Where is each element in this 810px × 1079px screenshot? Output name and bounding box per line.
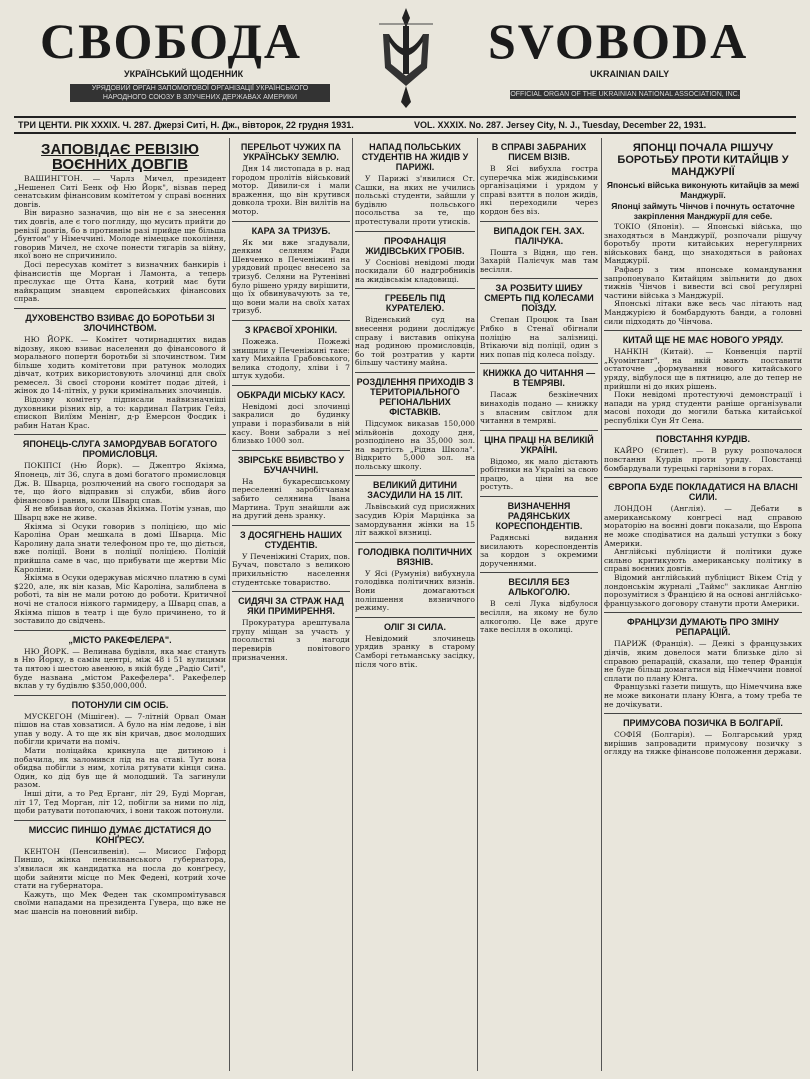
subtitle-latin: UKRAINIAN DAILY bbox=[590, 69, 670, 79]
headline: ОЛІГ ЗІ СИЛА. bbox=[383, 621, 447, 632]
divider bbox=[232, 320, 350, 321]
column-1 bbox=[14, 138, 226, 1071]
headline: КИТАЙ ЩЕ НЕ МАЄ НОВОГО УРЯДУ. bbox=[622, 335, 784, 346]
headline: ВЕЛИКИЙ ДИТИНИ ЗАСУДИЛИ НА 15 ЛІТ. bbox=[367, 480, 463, 501]
divider bbox=[480, 363, 598, 364]
headline: ЗАПОВІДАЄ РЕВІЗІЮ ВОЄННИХ ДОВГІВ bbox=[41, 141, 199, 173]
headline: ЄВРОПА БУДЕ ПОКЛАДАТИСЯ НА ВЛАСНІ СИЛИ. bbox=[608, 482, 798, 503]
divider bbox=[355, 231, 475, 232]
article-paragraph: Французькі газети пишуть, що Німеччина вже не може виконати плану Юнга, а тому треба те не дочікувати. bbox=[604, 682, 802, 709]
subtitle-cyrillic: УКРАЇНСЬКИЙ ЩОДЕННИК bbox=[124, 69, 244, 79]
org-line-cyrillic: УРЯДОВИЙ ОРГАН ЗАПОМОГОВОЇ ОРГАНІЗАЦІЇ УКРАЇНСЬКОГО НАРОДНОГО СОЮЗУ В ЗЛУЧЕНИХ ДЕРЖАВАХ АМЕРИКИ bbox=[70, 84, 330, 102]
headline: ВИЗНАЧЕННЯ РАДЯНСЬКИХ КОРЕСПОНДЕНТІВ. bbox=[495, 501, 583, 532]
divider bbox=[232, 591, 350, 592]
article-paragraph: Невідомі досі злочинці закралися до будинку управи і поразбивали в ній касу. Вони забрали з неї близько 1000 зол. bbox=[232, 401, 350, 446]
divider bbox=[604, 713, 802, 714]
headline: ЯПОНЦІ ПОЧАЛА РІШУЧУ БОРОТЬБУ ПРОТИ КИТАЙЦІВ У МАНДЖУРІЇ bbox=[617, 142, 789, 178]
headline: ПОВСТАННЯ КУРДІВ. bbox=[656, 434, 750, 445]
article-paragraph: МУСКЕГОН (Мішіген). — 7-літній Орвал Оман пішов на став ховзатися. А було на нім ледове, і він упав у воду. А то ще як він кричав, двоє молодших побігли кричати на поміч. bbox=[14, 711, 226, 747]
title-latin: SVOBODA bbox=[488, 13, 749, 69]
divider bbox=[14, 630, 226, 631]
article-paragraph: ЛОНДОН (Англія). — Дебати в американському конгресі над справою мораторію на воєнні довги показали, що Европа не може сподіватися на дальші уступки з боку Америки. bbox=[604, 504, 802, 548]
article-paragraph: Віденський суд на внесення родини досліджує справу і виставив опікуна над родиною промисловців, бо той розтратив у карти більшу частину майна. bbox=[355, 315, 475, 368]
article-paragraph: Як ми вже згадували, деяким селяням Ради Шевченко в Печеніжині на урядовий процес внесено за тризуб. Селяни на Рутенівні було рішено уряду вирішити, що їх обвинувачують за те, що вони мали на своїх хатах тризуб. bbox=[232, 237, 350, 316]
divider bbox=[355, 617, 475, 618]
article-paragraph: Якіяма зі Осуки говорив з поліцією, що міс Кароліна Оран мешкала в домі Шварца. Міс Каролину дала знати телефоном про те, що діється, вже поліції. Вони в поліції поліцією. Поліцій прийшла саме в час, що прибувати ще жертви Міс Кароліни. bbox=[14, 521, 226, 574]
article-paragraph: Невідомий злочинець урядив зранку в старому Самборі гетьманську засідку, після чого втік. bbox=[355, 633, 475, 669]
column-5 bbox=[604, 138, 802, 1071]
headline: ПРОФАНАЦІЯ ЖИДІВСЬКИХ ГРОБІВ. bbox=[365, 235, 465, 256]
divider bbox=[14, 820, 226, 821]
article-paragraph: Рафаєр з тим японське командування запропонувало Китайцям звільнити до двох тижнів Чінчов і вивести всі свої регулярні частини війська з Манджурії. bbox=[604, 264, 802, 300]
article-paragraph: У Ясі (Румунія) вибухнула голодівка політичних вязнів. Вони домагаються поліпшення вязничного режиму. bbox=[355, 568, 475, 613]
column-divider bbox=[352, 138, 353, 1071]
divider bbox=[14, 308, 226, 309]
divider bbox=[232, 385, 350, 386]
article-paragraph: КЕНТОН (Пенсилвенія). — Мисисс Гифорд Пиншо, жінка пенсилванського губернатора, з'явилася як кандидатка на посла до конґресу, щоби зайняти місце по Мек Федені, котрий хоче стати на губернатора. bbox=[14, 846, 226, 891]
divider bbox=[232, 221, 350, 222]
divider bbox=[232, 525, 350, 526]
column-divider bbox=[229, 138, 230, 1071]
org-line-latin: OFFICIAL ORGAN OF THE UKRAINIAN NATIONAL ASSOCIATION, INC. bbox=[510, 91, 740, 98]
article-paragraph: Дня 14 листопада в р. над городом пролітів військовий мотор. Дивили-ся і мали враження, що він крутився довкола трохи. Він вилітів на мотор. bbox=[232, 164, 350, 216]
article-paragraph: ВАШИНГТОН. — Чарлз Мичел, президент „Нешенел Ситі Бенк оф Ню Йорк", візвав перед сенатським фінансовим комітетом у справі воєнних довгів. bbox=[14, 174, 226, 209]
article-paragraph: В селі Лука відбулося весілля, на якому не було алкоголю. Це вже друге таке весілля в околиці. bbox=[480, 599, 598, 635]
divider bbox=[604, 330, 802, 331]
article-paragraph: Пожежа. Пожежі знищили у Печеніжині таке: хату Михайла Грабовського, велика стодолу, хліви і 7 штук худоби. bbox=[232, 336, 350, 381]
article-paragraph: Степан Процюк та Іван Рябко в Стенаї обігнали поліцію на залізниці. Втікаючи від поліції, один з них попав під колеса поїзду. bbox=[480, 315, 598, 359]
article-paragraph: Він виразно зазначив, що він не є за знесення тих довгів, але є того погляду, що мусить прийти до ревізії довгів, бо в противнім разі прийде ще більша „бунтом" у Німеччині. Молоде німецьке покоління, говорив Мичел, не схоче понести тягарів за війну, якої воно не спричинило. bbox=[14, 208, 226, 261]
column-2 bbox=[232, 138, 350, 1071]
article-paragraph: НЮ ЙОРК. — Велинава будівля, яка має стануть в Ню Йорку, в самім центрі, між 48 і 51 вулицями та пятою і шестою авенюю, в якій буде „Радіо Ситі", буде названа „містом Ракефелера". Ракефелер вклав у ту будівлю $350,000,000. bbox=[14, 646, 226, 691]
article-paragraph: Радянські видання висилають кореспондентів за кордон з окремими дорученнями. bbox=[480, 533, 598, 568]
headline: ПОТОНУЛИ СІМ ОСІБ. bbox=[71, 699, 169, 710]
headline: ВЕСІЛЛЯ БЕЗ АЛЬКОГОЛЮ. bbox=[508, 577, 570, 598]
article-paragraph: НАНКІН (Китай). — Конвенція партії „Куомінтанг", на якій мають поставити остаточне „формування нового китайського уряду, відбулося ще в пятницю, але до тепер не прийшли ні до яких рішень. bbox=[604, 347, 802, 391]
divider bbox=[232, 450, 350, 451]
article-paragraph: У Парижі з'явилися Ст. Сашки, на яких не учились польські студенти, зайшли у будівлю польського посольства за те, що протестували проти утисків. bbox=[355, 174, 475, 226]
article-paragraph: У Сосніові невідомі люди поскидали 60 надгробників на жидівськім кладовищі. bbox=[355, 257, 475, 284]
headline: ЦІНА ПРАЦІ НА ВЕЛИКІЙ УКРАЇНІ. bbox=[484, 434, 594, 455]
dateline-right: VOL. XXXIX. No. 287. Jersey City, N. J., Tuesday, December 22, 1931. bbox=[414, 120, 707, 130]
divider bbox=[355, 372, 475, 373]
headline: ГОЛОДІВКА ПОЛІТИЧНИХ ВЯЗНІВ. bbox=[357, 546, 473, 567]
divider bbox=[355, 288, 475, 289]
divider bbox=[480, 278, 598, 279]
article-paragraph: Якіяма в Осуки одержував місячно платню в сумі $220, але, як він казав, Міс Кароліна, залиблена в роботі, та він не мали ротою до роботи. Критичної ночі не сталося ніякого гармидеру, а Шварц спав, а Якіяма пішов в театр і ще було причинено, то й зоставило до свідчень. bbox=[14, 573, 226, 626]
article-paragraph: КАЙРО (Єгипет). — В руку розпочалося повстання Курдів проти уряду. Повстанці бомбардували турецькі гарнізони в горах. bbox=[604, 446, 802, 473]
subheadline: Японці займуть Чінчов і почнуть остаточне закріплення Манджурії для себе. bbox=[611, 201, 795, 221]
headline: ПЕРЕЛЬОТ ЧУЖИХ ПА УКРАЇНСЬКУ ЗЕМЛЮ. bbox=[240, 142, 342, 162]
article-paragraph: СОФІЯ (Болгарія). — Болгарський уряд вирішив запровадити примусову позичку з огляду на тяжке фінансове положення держави. bbox=[604, 730, 802, 757]
article-paragraph: Відомий англійський публіцист Вікем Стід у лондонськім журналі „Таймс" закликає Англію порозумітися з Францією й на основі англійсько-французького договору станути проти Америки. bbox=[604, 573, 802, 608]
headline: РОЗДІЛЕННЯ ПРИХОДІВ З ТЕРИТОРІАЛЬНОГО РЕГІОНАЛЬНИХ ФІСТАВКІВ. bbox=[356, 376, 474, 417]
article-paragraph: Підсумок виказав 150,000 мільйонів доходу дня, розподілено на 35,000 зол. на вартість „Рідна Школа". Відкрито 5,000 зол. на польську школу. bbox=[355, 418, 475, 471]
article-paragraph: ТОКІО (Японія). — Японські війська, що знаходяться в Манджурії, розпочали рішучу боротьбу проти китайських нерегулярних військових банд, що знаходяться в районах Манджурії. bbox=[604, 222, 802, 266]
headline: ЯПОНЕЦЬ-СЛУГА ЗАМОРДУВАВ БОГАТОГО ПРОМИСЛОВЦЯ. bbox=[22, 439, 218, 460]
divider bbox=[604, 429, 802, 430]
headline: З ДОСЯГНЕНЬ НАШИХ СТУДЕНТІВ. bbox=[239, 529, 343, 550]
headline: „МІСТО РАКЕФЕЛЕРА". bbox=[68, 634, 172, 645]
article-paragraph: Прокуратура арештувала групу міщан за участь у посольстві з нагоди перевирів повітового призначення. bbox=[232, 618, 350, 662]
article-paragraph: Інші діти, а то Ред Ерганг, літ 29, Буді Морган, літ 17, Тед Морган, літ 12, побігли за ними по лід, щоби ратувати потопаючих, і вони також потонули. bbox=[14, 789, 226, 816]
divider bbox=[604, 612, 802, 613]
headline: КНИЖКА ДО ЧИТАННЯ — В ТЕМРЯВІ. bbox=[482, 368, 596, 389]
article-paragraph: ПАРИЖ (Франція). — Деякі з французьких діячів, яким довелося мати близьке діло зі справою репарацій, сказали, що тепер Франція не буде більш домагатися від Німеччини повної сплати по плану Юнга. bbox=[604, 639, 802, 683]
column-divider bbox=[477, 138, 478, 1071]
column-4 bbox=[480, 138, 598, 1071]
headline: СИДЯЧІ ЗА СТРАЖ НАД ЯКИ ПРИМИРЕННЯ. bbox=[238, 596, 344, 617]
article-paragraph: В Ясі вибухла гостра суперечка між жидівськими організаціями і урядом у справі взяття в полон жидів, які переходили через кордон без віз. bbox=[480, 164, 598, 216]
divider bbox=[355, 475, 475, 476]
headline: ГРЕБЕЛЬ ПІД КУРАТЕЛЕЮ. bbox=[384, 293, 446, 314]
column-divider bbox=[601, 138, 602, 1071]
headline: ЗА РОЗБИТУ ШИБУ СМЕРТЬ ПІД КОЛЕСАМИ ПОЇЗДУ. bbox=[484, 283, 594, 314]
article-paragraph: НЮ ЙОРК. — Комітет чотирнадцятих видав відозву, якою взиває населення до фінансового й морального попертя боротьби зі злочинством. Тим більше ходить комітетови при ратунок молодих дівчат, котрих використовують злочинці для своїх ремесел. Зі своєї сторони комітет подає дітей, і жінок до 14-літніх, у руки кримінальних злочинців. bbox=[14, 334, 226, 396]
headline: З КРАЄВОЇ ХРОНІКИ. bbox=[244, 324, 338, 335]
article-paragraph: Пасаж безкінечних винаходів подано — книжку з власним світлом для читання в темряві. bbox=[480, 390, 598, 426]
title-cyrillic: СВОБОДА bbox=[40, 13, 302, 69]
article-paragraph: Відомо, як мало дістають робітники на Україні за свою працю, а ціни на все ростуть. bbox=[480, 456, 598, 492]
masthead bbox=[0, 0, 810, 112]
dateline bbox=[14, 116, 796, 134]
divider bbox=[480, 572, 598, 573]
article-paragraph: Львівський суд присяжних засудив Юрія Марцінка за замордування жінки на 15 літ важкої вязниці. bbox=[355, 502, 475, 538]
article-paragraph: На букаресшському переселенні заробітчанам забито селянина Івана Мартина. Труп знайшли аж на другий день зранку. bbox=[232, 476, 350, 521]
divider bbox=[355, 542, 475, 543]
article-paragraph: Англійські публіцисти й політики дуже сильно критикують американську політику в справі воєнних довгів. bbox=[604, 547, 802, 574]
article-paragraph: У Печеніжині Старих, пов. Бучач, повстало з великою прихильністю населення студентське товариство. bbox=[232, 551, 350, 587]
headline: НАПАД ПОЛЬСЬКИХ СТУДЕНТІВ НА ЖИДІВ У ПАРИЖІ. bbox=[361, 142, 469, 172]
column-3 bbox=[355, 138, 475, 1071]
article-paragraph: Досі пересухав комітет з визначних банкирів і фінансистів ще Морган і Ламонта, а теперь преслухає ще Отта Кана, котрий має бути найкращим знавцем європейських фінансових справ. bbox=[14, 259, 226, 304]
headline: В СПРАВІ ЗАБРАНИХ ПИСЕМ ВІЗІВ. bbox=[491, 142, 587, 162]
article-paragraph: Поки невідомі протестуючі демонстрації і напади на уряд студенти раніше організували масові походи до могили батька китайської республіки Сун Ят Сена. bbox=[604, 390, 802, 425]
article-paragraph: Кажуть, що Мек Феден так скомпромітувався своїми нападами на президента Гувера, що вже не має шансів на поновний вибір. bbox=[14, 889, 226, 916]
headline: ОБКРАДИ МІСЬКУ КАСУ. bbox=[236, 389, 346, 400]
article-paragraph: Я не вбивав його, сказав Якіяма. Потім узнав, що Шварц вже не живе. bbox=[14, 504, 226, 522]
trident-emblem-icon bbox=[375, 4, 437, 108]
divider bbox=[604, 477, 802, 478]
headline: ДУХОВЕНСТВО ВЗИВАЄ ДО БОРОТЬБИ ЗІ ЗЛОЧИНСТВОМ. bbox=[25, 312, 215, 333]
divider bbox=[480, 496, 598, 497]
headline: ВИПАДОК ГЕН. ЗАХ. ПАЛІЧУКА. bbox=[493, 225, 585, 246]
headline: ЗВІРСЬКЕ ВБИВСТВО У БУЧАЧЧИНІ. bbox=[237, 454, 345, 475]
headline: КАРА ЗА ТРИЗУБ. bbox=[251, 225, 331, 236]
article-paragraph: Японські літаки вже весь час літають над Манджурією й бомбардують банди, а головні сили підходять до Чінчова. bbox=[604, 299, 802, 326]
divider bbox=[14, 695, 226, 696]
article-paragraph: Пошта з Відня, що ген. Захарій Палієчук мав там весілля. bbox=[480, 247, 598, 274]
headline: ПРИМУСОВА ПОЗИЧКА В БОЛГАРІЇ. bbox=[623, 718, 783, 729]
article-paragraph: Відозву комітету підписали найвизначніші духовники різних вір, а то: кардинал Патрик Гейз, єпископ Вилїям Менінг, д-р Емерсон Фосдик і рабин Натан Крас. bbox=[14, 395, 226, 430]
divider bbox=[480, 221, 598, 222]
article-paragraph: ПОКІПСІ (Ню Йорк). — Джептро Якіяма, Японець, літ 36, слуга в домі богатого промисловця Дж. В. Шварца, розлючений на свого господаря за те, що його відправив зі служби, вбив його фінансово і ранив, коли Шварц спав. bbox=[14, 461, 226, 505]
divider bbox=[480, 430, 598, 431]
article-paragraph: Мати поліцайка крикнула ще дитиною і побачила, як заломився лід на на ставі. Тут вона обидва побігли з ним, хотіла рятувати кінця сина. Один, ко дід був ще й молодший. Та загинули разом. bbox=[14, 746, 226, 790]
subheadline: Японські війська виконують китайців за межі Манджурії. bbox=[606, 180, 800, 200]
headline: МИССИС ПИНШО ДУМАЄ ДІСТАТИСЯ ДО КОНҐРЕСУ. bbox=[28, 824, 212, 845]
headline: ФРАНЦУЗИ ДУМАЮТЬ ПРО ЗМІНУ РЕПАРАЦІЙ. bbox=[627, 617, 779, 638]
dateline-left: ТРИ ЦЕНТИ. РІК XXXIX. Ч. 287. Джерзі Ситі, Н. Дж., вівторок, 22 грудня 1931. bbox=[18, 120, 354, 130]
divider bbox=[14, 434, 226, 435]
